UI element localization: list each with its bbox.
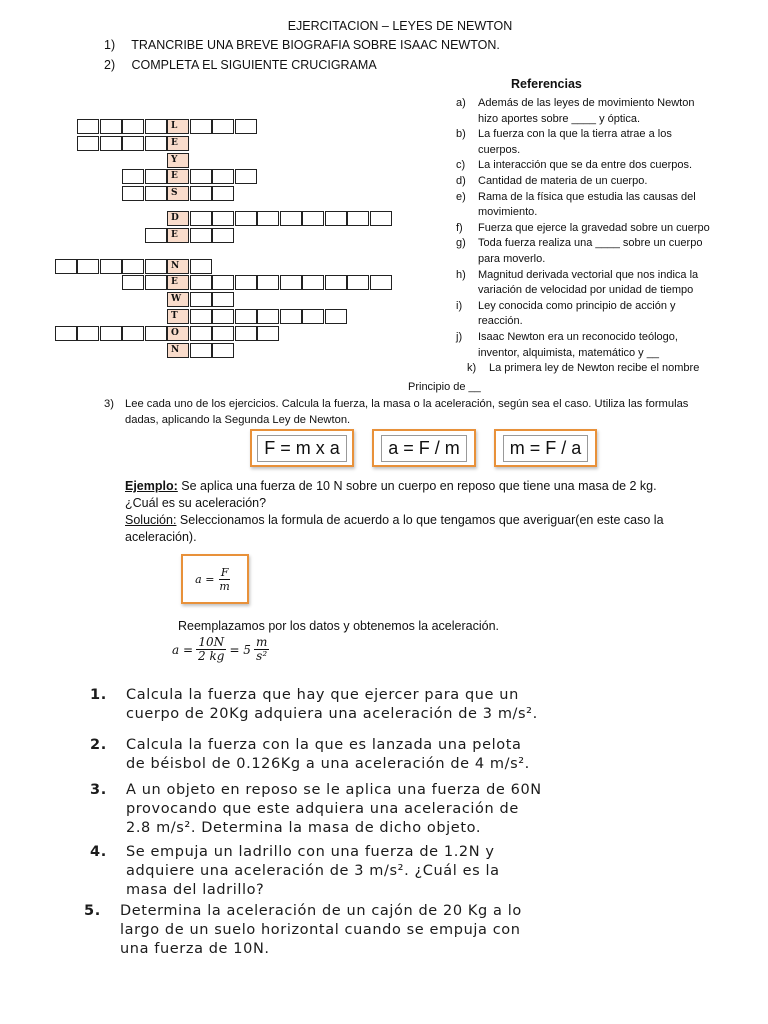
exercise-number: 2. (90, 737, 107, 753)
fraction: $\frac{F}{m}$ (219, 565, 230, 593)
crossword-cell[interactable] (190, 326, 212, 341)
crossword-key-cell: W (167, 292, 189, 307)
step-3 (104, 397, 689, 426)
fraction: $\frac{10N}{2 kg}$ (198, 635, 225, 663)
crossword-cell[interactable] (145, 136, 167, 151)
reference-text: La interacción que se da entre dos cuerpos. (478, 159, 693, 172)
step-number: 2) (104, 58, 116, 72)
crossword-cell[interactable] (190, 275, 212, 290)
page-title: EJERCITACION – LEYES DE NEWTON (287, 19, 513, 33)
crossword-cell[interactable] (302, 211, 324, 226)
crossword-cell[interactable] (100, 259, 122, 274)
crossword-cell[interactable] (302, 275, 324, 290)
crossword-key-cell: O (167, 326, 189, 341)
step-2 (104, 58, 377, 72)
crossword-cell[interactable] (100, 136, 122, 151)
crossword-cell[interactable] (257, 326, 279, 341)
crossword-cell[interactable] (145, 326, 167, 341)
exercise-text: Se empuja un ladrillo con una fuerza de 1.2N y adquiere una aceleración de 3 m/s². ¿Cuál es la masa del ladrillo? (126, 844, 500, 898)
exercise-text: Calcula la fuerza que hay que ejercer para que un cuerpo de 20Kg adquiera una aceleración de 3 m/s². (126, 687, 538, 722)
crossword-cell[interactable] (347, 275, 369, 290)
crossword-cell[interactable] (257, 211, 279, 226)
crossword-cell[interactable] (280, 275, 302, 290)
reference-letter: e) (456, 190, 466, 203)
references-title: Referencias (511, 77, 582, 91)
crossword-cell[interactable] (302, 309, 324, 324)
crossword-key-cell: S (167, 186, 189, 201)
crossword-cell[interactable] (122, 275, 144, 290)
crossword-cell[interactable] (235, 211, 257, 226)
crossword-key-cell: N (167, 259, 189, 274)
exercise-text: Calcula la fuerza con la que es lanzada una pelota de béisbol de 0.126Kg a una aceleración de 4 m/s². (126, 737, 530, 772)
crossword-cell[interactable] (190, 309, 212, 324)
crossword-key-cell: E (167, 136, 189, 151)
reference-text: Magnitud derivada vectorial que nos indica la variación de velocidad por unidad de tiempo (478, 268, 699, 297)
crossword-cell[interactable] (77, 326, 99, 341)
crossword-cell[interactable] (325, 309, 347, 324)
crossword-cell[interactable] (145, 119, 167, 134)
crossword-cell[interactable] (257, 309, 279, 324)
crossword-cell[interactable] (370, 275, 392, 290)
example-formula-box: a = $\frac{F}{m}$ (181, 554, 249, 604)
example-question: ¿Cuál es su aceleración? (125, 496, 267, 510)
crossword-cell[interactable] (212, 292, 234, 307)
reference-text: Rama de la física que estudia las causas del movimiento. (478, 190, 696, 219)
reference-text: Además de las leyes de movimiento Newton hizo aportes sobre ____ y óptica. (478, 97, 695, 125)
exercise-number: 1. (90, 687, 107, 703)
crossword-cell[interactable] (145, 275, 167, 290)
crossword-cell[interactable] (77, 259, 99, 274)
crossword-cell[interactable] (212, 275, 234, 290)
reference-letter: d) (456, 175, 466, 187)
reference-text: La primera ley de Newton recibe el nombre (489, 362, 700, 375)
crossword-cell[interactable] (122, 259, 144, 274)
reference-text: Ley conocida como principio de acción y reacción. (478, 299, 676, 328)
solution-label: Solución: (125, 513, 177, 527)
crossword-cell[interactable] (280, 309, 302, 324)
step-text: TRANCRIBE UNA BREVE BIOGRAFIA SOBRE ISAAC NEWTON. (131, 38, 500, 52)
crossword-cell[interactable] (145, 186, 167, 201)
reference-letter: f) (456, 221, 463, 234)
crossword-cell[interactable] (122, 119, 144, 134)
crossword-cell[interactable] (212, 169, 234, 184)
crossword-cell[interactable] (347, 211, 369, 226)
crossword-cell[interactable] (145, 169, 167, 184)
crossword-cell[interactable] (235, 169, 257, 184)
reference-letter: c) (456, 159, 466, 172)
crossword-key-cell: T (167, 309, 189, 324)
crossword-cell[interactable] (235, 309, 257, 324)
crossword-cell[interactable] (122, 169, 144, 184)
crossword-key-cell: E (167, 275, 189, 290)
crossword-cell[interactable] (55, 326, 77, 341)
crossword-cell[interactable] (212, 211, 234, 226)
example-text: Se aplica una fuerza de 10 N sobre un cuerpo en reposo que tiene una masa de 2 kg. (177, 479, 657, 493)
reference-text: La fuerza con la que la tierra atrae a los cuerpos. (478, 128, 672, 156)
crossword-key-cell: L (167, 119, 189, 134)
replace-text: Reemplazamos por los datos y obtenemos la aceleración. (178, 619, 500, 633)
exercise-number: 4. (90, 844, 107, 860)
crossword-cell[interactable] (190, 119, 212, 134)
crossword-cell[interactable] (100, 119, 122, 134)
crossword-cell[interactable] (325, 275, 347, 290)
exercise-text: A un objeto en reposo se le aplica una fuerza de 60N provocando que este adquiera una aceleración de 2.8 m/s². Determina la masa de dicho objeto. (126, 782, 542, 836)
step-number: 3) (104, 398, 114, 410)
exercise-number: 3. (90, 782, 107, 798)
crossword-cell[interactable] (280, 211, 302, 226)
example-statement (125, 478, 664, 546)
crossword-key-cell: Y (167, 153, 189, 168)
reference-text: Fuerza que ejerce la gravedad sobre un cuerpo (478, 221, 710, 234)
reference-letter: k) (467, 362, 477, 375)
crossword-cell[interactable] (325, 211, 347, 226)
formula-acceleration: a = F / m (372, 429, 476, 467)
crossword-key-cell: E (167, 228, 189, 243)
reference-letter: h) (456, 268, 466, 281)
crossword-cell[interactable] (370, 211, 392, 226)
step-text: COMPLETA EL SIGUIENTE CRUCIGRAMA (131, 58, 377, 72)
crossword-cell[interactable] (122, 136, 144, 151)
reference-letter: a) (456, 97, 466, 109)
crossword-cell[interactable] (55, 259, 77, 274)
crossword-cell[interactable] (145, 259, 167, 274)
crossword-key-cell: E (167, 169, 189, 184)
reference-letter: b) (456, 128, 466, 141)
exercise-number: 5. (84, 903, 101, 919)
reference-letter: i) (456, 299, 463, 312)
solution-text-end: aceleración). (125, 530, 197, 544)
crossword-cell[interactable] (122, 326, 144, 341)
reference-continuation: Principio de __ (408, 381, 481, 393)
crossword-cell[interactable] (122, 186, 144, 201)
crossword-cell[interactable] (212, 119, 234, 134)
formula-mass: m = F / a (494, 429, 597, 467)
crossword-cell[interactable] (212, 343, 234, 358)
formula-force: F = m x a (250, 429, 354, 467)
crossword-cell[interactable] (257, 275, 279, 290)
example-equation: a = $\frac{10N}{2 kg}$ = 5 $\frac{m}{\text{s²}}$ (172, 635, 268, 663)
step-1 (104, 38, 500, 52)
reference-text: Cantidad de materia de un cuerpo. (478, 175, 648, 187)
crossword-cell[interactable] (212, 309, 234, 324)
exercise-text: Determina la aceleración de un cajón de 20 Kg a lo largo de un suelo horizontal cuando se empuja con una fuerza de 10N. (120, 903, 522, 957)
reference-letter: j) (456, 331, 463, 343)
crossword-cell[interactable] (145, 228, 167, 243)
crossword-cell[interactable] (190, 292, 212, 307)
crossword-cell[interactable] (212, 186, 234, 201)
reference-text: Toda fuerza realiza una ____ sobre un cuerpo para moverlo. (478, 237, 703, 265)
reference-letter: g) (456, 237, 466, 250)
crossword-cell[interactable] (190, 211, 212, 226)
step-text-line: Lee cada uno de los ejercicios. Calcula la fuerza, la masa o la aceleración, según sea el caso. Utiliza las formulas (125, 398, 689, 410)
reference-text: Isaac Newton era un reconocido teólogo, inventor, alquimista, matemático y __ (478, 331, 678, 359)
crossword-key-cell: D (167, 211, 189, 226)
crossword-key-cell: N (167, 343, 189, 358)
crossword-cell[interactable] (212, 326, 234, 341)
crossword-cell[interactable] (212, 228, 234, 243)
crossword-cell[interactable] (190, 259, 212, 274)
crossword-cell[interactable] (190, 228, 212, 243)
unit-fraction: $\frac{m}{\text{s²}}$ (255, 635, 268, 663)
crossword-cell[interactable] (77, 136, 99, 151)
crossword-cell[interactable] (100, 326, 122, 341)
example-label: Ejemplo: (125, 479, 178, 493)
crossword-cell[interactable] (235, 326, 257, 341)
crossword-cell[interactable] (235, 275, 257, 290)
crossword-cell[interactable] (190, 169, 212, 184)
solution-text: Seleccionamos la formula de acuerdo a lo que tengamos que averiguar(en este caso la (176, 513, 664, 527)
crossword-cell[interactable] (190, 186, 212, 201)
crossword-cell[interactable] (190, 343, 212, 358)
step-number: 1) (104, 38, 116, 52)
crossword-cell[interactable] (77, 119, 99, 134)
crossword-cell[interactable] (235, 119, 257, 134)
step-text-line: dadas, aplicando la Segunda Ley de Newton. (125, 413, 351, 426)
